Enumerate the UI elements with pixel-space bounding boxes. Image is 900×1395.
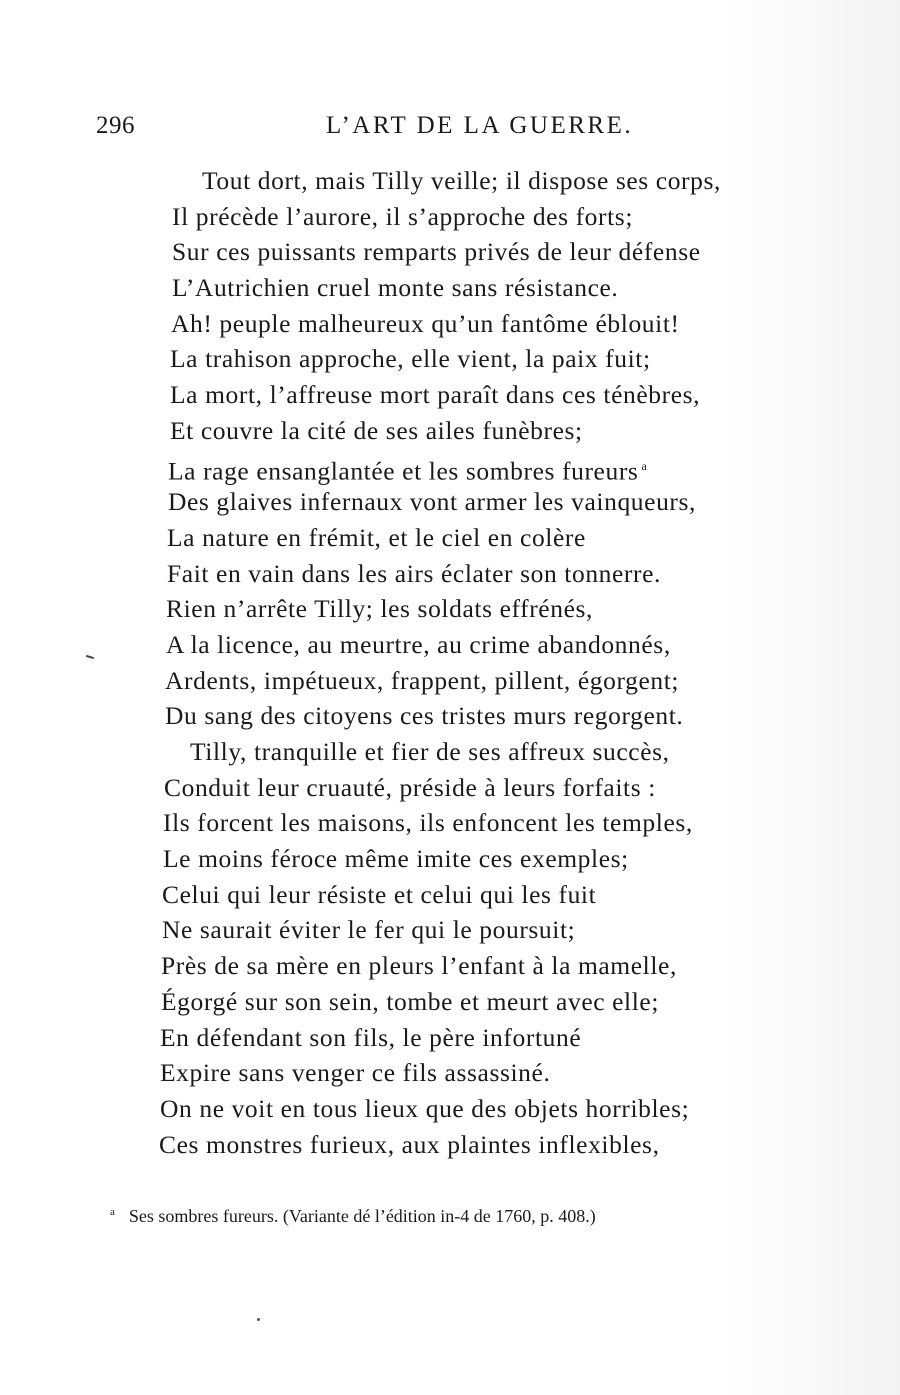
verse-text: La rage ensanglantée et les sombres fureurs bbox=[168, 456, 639, 485]
verse-line: Rien n’arrête Tilly; les soldats effrénés, bbox=[166, 594, 593, 624]
print-blemish-dot bbox=[257, 1318, 260, 1321]
verse-line: Tout dort, mais Tilly veille; il dispose ses corps, bbox=[202, 166, 721, 195]
verse-line: Tilly, tranquille et fier de ses affreux succès, bbox=[190, 737, 670, 766]
verse-line: Sur ces puissants remparts privés de leur défense bbox=[172, 237, 701, 267]
page-number: 296 bbox=[96, 112, 135, 139]
verse-line: Ne saurait éviter le fer qui le poursuit; bbox=[162, 915, 576, 945]
poem-text bbox=[156, 163, 796, 1162]
verse-line: La nature en frémit, et le ciel en colère bbox=[167, 522, 586, 552]
print-blemish bbox=[86, 655, 94, 659]
verse-line: Ils forcent les maisons, ils enfoncent les temples, bbox=[163, 808, 693, 838]
verse-line: Le moins féroce même imite ces exemples; bbox=[163, 844, 629, 874]
footnote-marker: a bbox=[110, 1206, 115, 1218]
verse-line: A la licence, au meurtre, au crime abandonnés, bbox=[166, 629, 671, 659]
verse-line: Conduit leur cruauté, préside à leurs forfaits : bbox=[164, 772, 656, 802]
verse-line: Expire sans venger ce fils assassiné. bbox=[160, 1058, 551, 1088]
verse-line: Celui qui leur résiste et celui qui les fuit bbox=[162, 879, 597, 909]
footnote-text: Ses sombres fureurs. (Variante dé l’édition in-4 de 1760, p. 408.) bbox=[128, 1206, 596, 1226]
verse-line: Il précède l’aurore, il s’approche des forts; bbox=[172, 201, 634, 231]
verse-line: On ne voit en tous lieux que des objets horribles; bbox=[160, 1093, 690, 1123]
verse-line: Et couvre la cité de ses ailes funèbres; bbox=[170, 415, 583, 445]
verse-line: Du sang des citoyens ces tristes murs regorgent. bbox=[165, 701, 684, 731]
footnote bbox=[110, 1206, 810, 1227]
verse-line: Près de sa mère en pleurs l’enfant à la mamelle, bbox=[161, 951, 677, 981]
verse-line-with-note bbox=[168, 449, 796, 485]
verse-line: Des glaives infernaux vont armer les vainqueurs, bbox=[168, 487, 697, 517]
running-title: L’ART DE LA GUERRE. bbox=[326, 112, 634, 139]
verse-line: Ces monstres furieux, aux plaintes inflexibles, bbox=[159, 1129, 660, 1159]
verse-line: En défendant son fils, le père infortuné bbox=[160, 1022, 582, 1052]
page-header bbox=[96, 112, 676, 156]
verse-line: L’Autrichien cruel monte sans résistance. bbox=[172, 273, 619, 303]
verse-line: Ardents, impétueux, frappent, pillent, égorgent; bbox=[165, 665, 680, 695]
footnote-reference: a bbox=[641, 458, 648, 473]
verse-line: Fait en vain dans les airs éclater son tonnerre. bbox=[167, 558, 662, 588]
verse-line: Ah! peuple malheureux qu’un fantôme éblouit! bbox=[171, 308, 680, 338]
verse-line: Égorgé sur son sein, tombe et meurt avec elle; bbox=[161, 986, 660, 1016]
verse-line: La trahison approche, elle vient, la paix fuit; bbox=[170, 344, 651, 374]
verse-line: La mort, l’affreuse mort paraît dans ces ténèbres, bbox=[170, 380, 701, 410]
